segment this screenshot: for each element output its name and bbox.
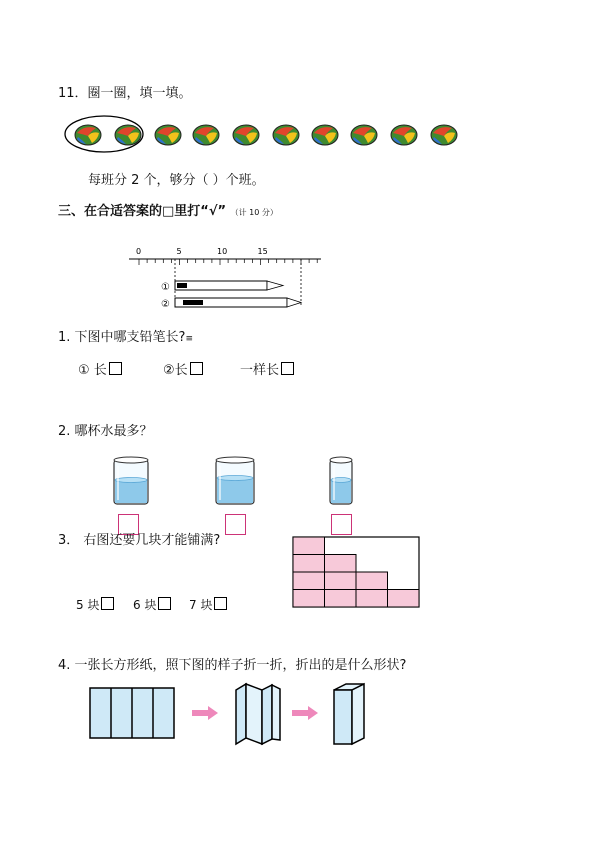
fold-step-zigzag — [232, 682, 282, 746]
ruler-tick-label: 15 — [257, 247, 268, 256]
ball-icon — [190, 122, 222, 146]
q3-option-3: 7 块 — [189, 597, 227, 613]
section3-title: 三、在合适答案的□里打“√” （计 10 分） — [58, 204, 278, 219]
arrow-icon — [192, 706, 220, 720]
q3-checkbox-1[interactable] — [101, 597, 114, 610]
q1-option-1: ① 长 — [78, 362, 122, 379]
q3-option-1: 5 块 — [76, 597, 114, 613]
q1-option-3: 一样长 — [240, 362, 294, 379]
cup-1 — [112, 456, 152, 508]
q1-checkbox-3[interactable] — [281, 362, 294, 375]
q1-question: 1. 下图中哪支铅笔长?≡ — [58, 330, 193, 345]
cup-3 — [328, 456, 356, 508]
q11-title: 11．圈一圈，填一填。 — [58, 86, 192, 101]
pencil-1 — [175, 281, 283, 290]
pencil-label-2: ② — [161, 299, 170, 310]
q3-option-2: 6 块 — [133, 597, 171, 613]
tile-grid — [292, 536, 422, 612]
arrow-icon — [292, 706, 320, 720]
ruler-tick-label: 10 — [217, 247, 228, 256]
ball-icon — [348, 122, 380, 146]
q2-checkbox-3[interactable] — [331, 514, 352, 535]
q3-checkbox-3[interactable] — [214, 597, 227, 610]
ball-icon — [112, 122, 144, 146]
q4-question: 4. 一张长方形纸，照下图的样子折一折，折出的是什么形状? — [58, 658, 407, 673]
ruler-tick-label: 0 — [136, 247, 142, 256]
pencil-2 — [175, 298, 301, 307]
ruler-figure — [125, 244, 330, 316]
cup-2 — [214, 456, 258, 508]
q1-checkbox-2[interactable] — [190, 362, 203, 375]
q2-checkbox-1[interactable] — [118, 514, 139, 535]
ball-icon — [72, 122, 104, 146]
ruler-tick-label: 5 — [176, 247, 182, 256]
fold-step-flat — [88, 686, 178, 742]
q2-question: 2. 哪杯水最多？ — [58, 424, 153, 439]
ball-icon — [388, 122, 420, 146]
q11-fill-text: 每班分 2 个，够分（ ）个班。 — [88, 173, 265, 188]
q1-option-2: ②长 — [163, 362, 203, 379]
ball-icon — [230, 122, 262, 146]
ball-icon — [428, 122, 460, 146]
pencil-label-1: ① — [161, 282, 170, 293]
ball-icon — [152, 122, 184, 146]
q2-checkbox-2[interactable] — [225, 514, 246, 535]
q1-checkbox-1[interactable] — [109, 362, 122, 375]
ball-icon — [309, 122, 341, 146]
q3-question: 3． 右图还要几块才能铺满? — [58, 533, 221, 548]
fold-step-prism — [330, 682, 370, 746]
ball-icon — [270, 122, 302, 146]
q3-checkbox-2[interactable] — [158, 597, 171, 610]
